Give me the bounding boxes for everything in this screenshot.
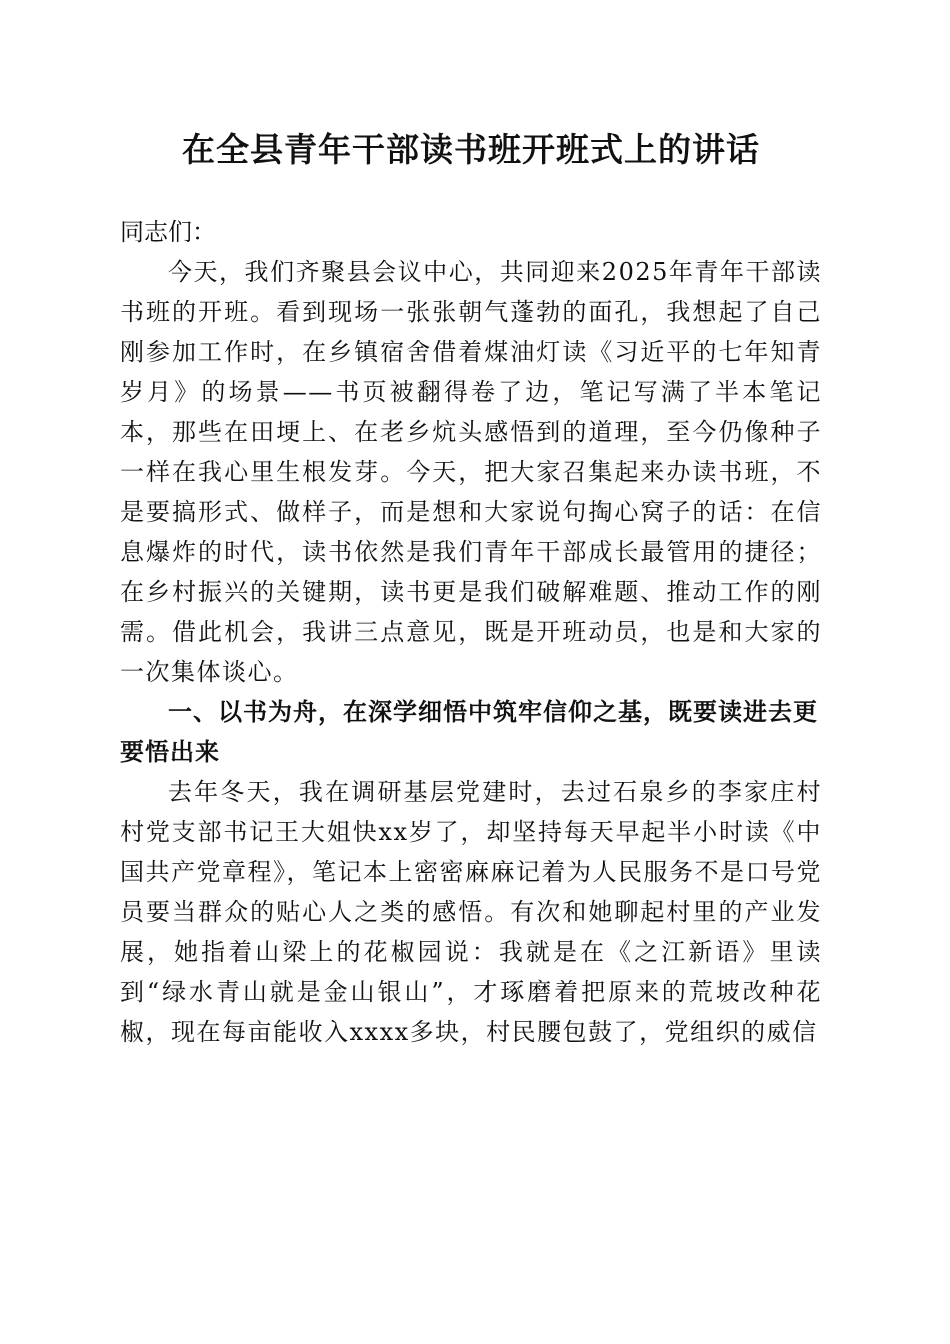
document-page — [120, 130, 822, 1052]
intro-paragraph: 今天，我们齐聚县会议中心，共同迎来2025年青年干部读书班的开班。看到现场一张张朝气蓬勃的面孔，我想起了自己刚参加工作时，在乡镇宿舍借着煤油灯读《习近平的七年知青岁月》的场景——书页被翻得卷了边，笔记写满了半本笔记本，那些在田埂上、在老乡炕头感悟到的道理，至今仍像种子一样在我心里生根发芽。今天，把大家召集起来办读书班，不是要搞形式、做样子，而是想和大家说句掏心窝子的话：在信息爆炸的时代，读书依然是我们青年干部成长最管用的捷径；在乡村振兴的关键期，读书更是我们破解难题、推动工作的刚需。借此机会，我讲三点意见，既是开班动员，也是和大家的一次集体谈心。 — [120, 257, 822, 686]
section-heading-1: 一、以书为舟，在深学细悟中筑牢信仰之基，既要读进去更要悟出来 — [120, 697, 818, 766]
section-paragraph-1: 去年冬天，我在调研基层党建时，去过石泉乡的李家庄村村党支部书记王大姐快xx岁了，却坚持每天早起半小时读《中国共产党章程》，笔记本上密密麻麻记着为人民服务不是口号党员要当群众的贴心人之类的感悟。有次和她聊起村里的产业发展，她指着山梁上的花椒园说：我就是在《之江新语》里读到“绿水青山就是金山银山”，才琢磨着把原来的荒坡改种花椒，现在每亩能收入xxxx多块，村民腰包鼓了，党组织的威信 — [120, 777, 822, 1046]
salutation: 同志们： — [120, 217, 216, 246]
document-title: 在全县青年干部读书班开班式上的讲话 — [182, 130, 760, 169]
